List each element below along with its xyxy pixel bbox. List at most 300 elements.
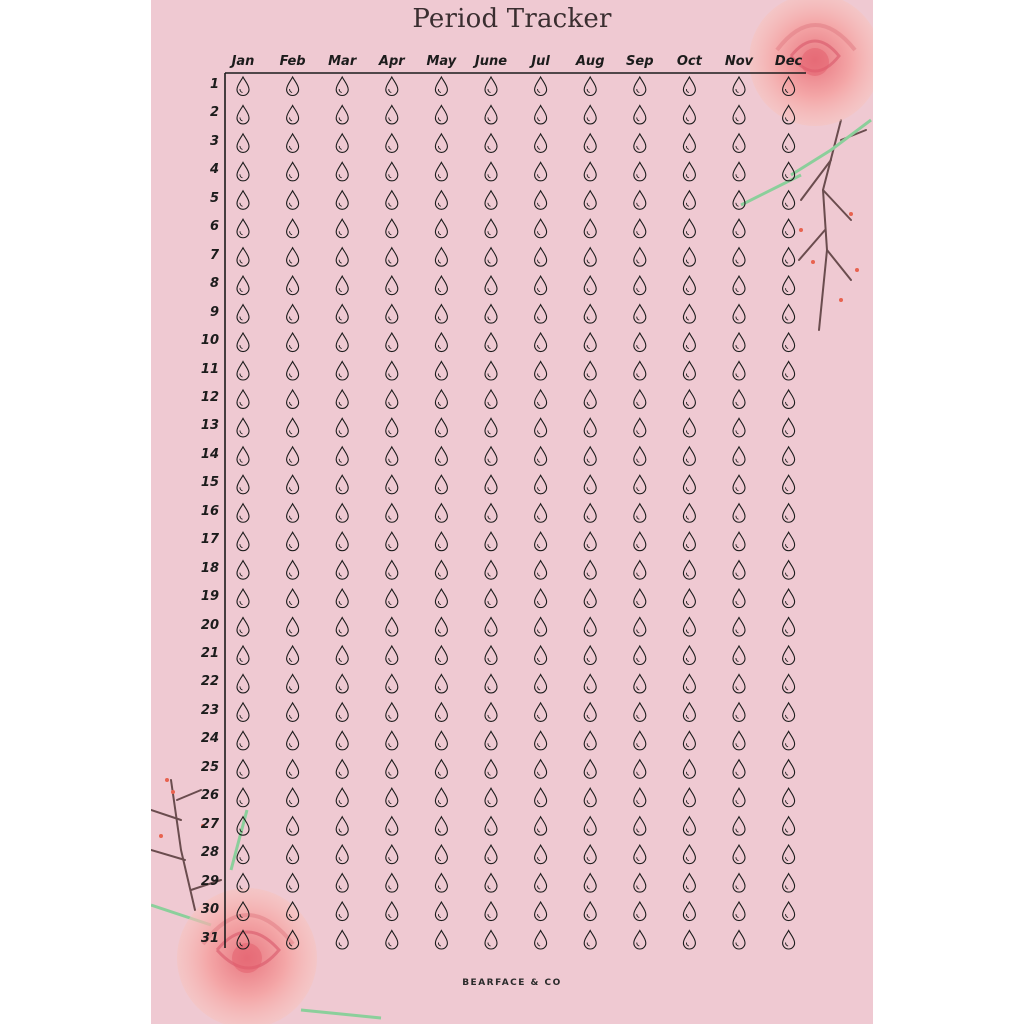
drop-icon[interactable] — [485, 447, 497, 466]
drop-icon[interactable] — [683, 874, 695, 893]
drop-icon[interactable] — [584, 618, 596, 637]
drop-icon[interactable] — [386, 817, 398, 836]
drop-icon[interactable] — [783, 418, 795, 437]
drop-icon[interactable] — [535, 105, 547, 124]
drop-icon[interactable] — [435, 390, 447, 409]
drop-icon[interactable] — [237, 532, 249, 551]
drop-icon[interactable] — [386, 674, 398, 693]
drop-icon[interactable] — [783, 390, 795, 409]
drop-icon[interactable] — [683, 475, 695, 494]
drop-icon[interactable] — [634, 333, 646, 352]
drop-icon[interactable] — [287, 646, 299, 665]
drop-icon[interactable] — [485, 931, 497, 950]
drop-icon[interactable] — [683, 561, 695, 580]
drop-icon[interactable] — [783, 475, 795, 494]
drop-icon[interactable] — [485, 219, 497, 238]
drop-icon[interactable] — [485, 362, 497, 381]
drop-icon[interactable] — [584, 276, 596, 295]
drop-icon[interactable] — [783, 362, 795, 381]
drop-icon[interactable] — [386, 561, 398, 580]
drop-icon[interactable] — [683, 902, 695, 921]
drop-icon[interactable] — [287, 305, 299, 324]
drop-icon[interactable] — [683, 191, 695, 210]
drop-icon[interactable] — [336, 418, 348, 437]
drop-icon[interactable] — [783, 618, 795, 637]
drop-icon[interactable] — [435, 333, 447, 352]
drop-icon[interactable] — [287, 333, 299, 352]
drop-icon[interactable] — [733, 561, 745, 580]
drop-icon[interactable] — [584, 845, 596, 864]
drop-icon[interactable] — [485, 134, 497, 153]
drop-icon[interactable] — [336, 504, 348, 523]
drop-icon[interactable] — [237, 817, 249, 836]
drop-icon[interactable] — [783, 589, 795, 608]
drop-icon[interactable] — [733, 931, 745, 950]
drop-icon[interactable] — [584, 504, 596, 523]
drop-icon[interactable] — [683, 817, 695, 836]
drop-icon[interactable] — [435, 418, 447, 437]
drop-icon[interactable] — [535, 561, 547, 580]
drop-icon[interactable] — [386, 618, 398, 637]
drop-icon[interactable] — [535, 817, 547, 836]
drop-icon[interactable] — [237, 703, 249, 722]
drop-icon[interactable] — [485, 788, 497, 807]
drop-icon[interactable] — [237, 731, 249, 750]
drop-icon[interactable] — [435, 532, 447, 551]
drop-icon[interactable] — [485, 618, 497, 637]
drop-icon[interactable] — [435, 674, 447, 693]
drop-icon[interactable] — [237, 447, 249, 466]
drop-icon[interactable] — [237, 845, 249, 864]
drop-icon[interactable] — [336, 646, 348, 665]
drop-icon[interactable] — [634, 561, 646, 580]
drop-icon[interactable] — [683, 618, 695, 637]
drop-icon[interactable] — [733, 362, 745, 381]
drop-icon[interactable] — [783, 219, 795, 238]
drop-icon[interactable] — [237, 874, 249, 893]
drop-icon[interactable] — [336, 931, 348, 950]
drop-icon[interactable] — [237, 105, 249, 124]
drop-icon[interactable] — [683, 532, 695, 551]
drop-icon[interactable] — [485, 674, 497, 693]
drop-icon[interactable] — [435, 902, 447, 921]
drop-icon[interactable] — [287, 475, 299, 494]
drop-icon[interactable] — [336, 674, 348, 693]
drop-icon[interactable] — [584, 731, 596, 750]
drop-icon[interactable] — [287, 276, 299, 295]
drop-icon[interactable] — [535, 931, 547, 950]
drop-icon[interactable] — [237, 902, 249, 921]
drop-icon[interactable] — [386, 760, 398, 779]
drop-icon[interactable] — [733, 134, 745, 153]
drop-icon[interactable] — [733, 191, 745, 210]
drop-icon[interactable] — [733, 845, 745, 864]
drop-icon[interactable] — [634, 305, 646, 324]
drop-icon[interactable] — [237, 390, 249, 409]
drop-icon[interactable] — [634, 931, 646, 950]
drop-icon[interactable] — [535, 134, 547, 153]
drop-icon[interactable] — [634, 532, 646, 551]
drop-icon[interactable] — [634, 760, 646, 779]
drop-icon[interactable] — [683, 931, 695, 950]
drop-icon[interactable] — [683, 845, 695, 864]
drop-icon[interactable] — [485, 646, 497, 665]
drop-icon[interactable] — [584, 902, 596, 921]
drop-icon[interactable] — [386, 532, 398, 551]
drop-icon[interactable] — [783, 333, 795, 352]
drop-icon[interactable] — [584, 788, 596, 807]
drop-icon[interactable] — [435, 191, 447, 210]
drop-icon[interactable] — [336, 902, 348, 921]
drop-icon[interactable] — [435, 703, 447, 722]
drop-icon[interactable] — [733, 731, 745, 750]
drop-icon[interactable] — [237, 931, 249, 950]
drop-icon[interactable] — [435, 731, 447, 750]
drop-icon[interactable] — [435, 589, 447, 608]
drop-icon[interactable] — [435, 248, 447, 267]
drop-icon[interactable] — [683, 362, 695, 381]
drop-icon[interactable] — [287, 674, 299, 693]
drop-icon[interactable] — [336, 817, 348, 836]
drop-icon[interactable] — [435, 305, 447, 324]
drop-icon[interactable] — [435, 845, 447, 864]
drop-icon[interactable] — [336, 731, 348, 750]
drop-icon[interactable] — [435, 162, 447, 181]
drop-icon[interactable] — [336, 845, 348, 864]
drop-icon[interactable] — [336, 134, 348, 153]
drop-icon[interactable] — [733, 674, 745, 693]
drop-icon[interactable] — [683, 760, 695, 779]
drop-icon[interactable] — [584, 561, 596, 580]
drop-icon[interactable] — [634, 788, 646, 807]
drop-icon[interactable] — [485, 532, 497, 551]
drop-icon[interactable] — [584, 77, 596, 96]
drop-icon[interactable] — [237, 618, 249, 637]
drop-icon[interactable] — [237, 760, 249, 779]
drop-icon[interactable] — [584, 475, 596, 494]
drop-icon[interactable] — [783, 874, 795, 893]
drop-icon[interactable] — [683, 77, 695, 96]
drop-icon[interactable] — [634, 248, 646, 267]
drop-icon[interactable] — [634, 589, 646, 608]
drop-icon[interactable] — [336, 333, 348, 352]
drop-icon[interactable] — [733, 760, 745, 779]
drop-icon[interactable] — [634, 703, 646, 722]
drop-icon[interactable] — [237, 248, 249, 267]
drop-icon[interactable] — [435, 874, 447, 893]
drop-icon[interactable] — [535, 418, 547, 437]
drop-icon[interactable] — [287, 589, 299, 608]
drop-icon[interactable] — [237, 362, 249, 381]
drop-icon[interactable] — [386, 333, 398, 352]
drop-icon[interactable] — [485, 874, 497, 893]
drop-icon[interactable] — [733, 77, 745, 96]
drop-icon[interactable] — [634, 105, 646, 124]
drop-icon[interactable] — [683, 646, 695, 665]
drop-icon[interactable] — [584, 162, 596, 181]
drop-icon[interactable] — [485, 817, 497, 836]
drop-icon[interactable] — [237, 788, 249, 807]
drop-icon[interactable] — [485, 305, 497, 324]
drop-icon[interactable] — [535, 390, 547, 409]
drop-icon[interactable] — [783, 447, 795, 466]
drop-icon[interactable] — [386, 191, 398, 210]
drop-icon[interactable] — [584, 333, 596, 352]
drop-icon[interactable] — [535, 504, 547, 523]
drop-icon[interactable] — [336, 77, 348, 96]
drop-icon[interactable] — [435, 646, 447, 665]
drop-icon[interactable] — [584, 362, 596, 381]
drop-icon[interactable] — [584, 817, 596, 836]
drop-icon[interactable] — [287, 532, 299, 551]
drop-icon[interactable] — [634, 162, 646, 181]
drop-icon[interactable] — [783, 931, 795, 950]
drop-icon[interactable] — [485, 276, 497, 295]
drop-icon[interactable] — [287, 418, 299, 437]
drop-icon[interactable] — [386, 703, 398, 722]
drop-icon[interactable] — [683, 276, 695, 295]
drop-icon[interactable] — [634, 219, 646, 238]
drop-icon[interactable] — [386, 447, 398, 466]
drop-icon[interactable] — [287, 77, 299, 96]
drop-icon[interactable] — [435, 447, 447, 466]
drop-icon[interactable] — [386, 874, 398, 893]
drop-icon[interactable] — [237, 475, 249, 494]
drop-icon[interactable] — [783, 703, 795, 722]
drop-icon[interactable] — [683, 219, 695, 238]
drop-icon[interactable] — [535, 77, 547, 96]
drop-icon[interactable] — [733, 618, 745, 637]
drop-icon[interactable] — [683, 305, 695, 324]
drop-icon[interactable] — [535, 788, 547, 807]
drop-icon[interactable] — [683, 788, 695, 807]
drop-icon[interactable] — [386, 731, 398, 750]
drop-icon[interactable] — [386, 646, 398, 665]
drop-icon[interactable] — [783, 191, 795, 210]
drop-icon[interactable] — [287, 731, 299, 750]
drop-icon[interactable] — [634, 618, 646, 637]
drop-icon[interactable] — [584, 931, 596, 950]
drop-icon[interactable] — [584, 532, 596, 551]
drop-icon[interactable] — [733, 333, 745, 352]
drop-icon[interactable] — [535, 305, 547, 324]
drop-icon[interactable] — [287, 845, 299, 864]
drop-icon[interactable] — [683, 674, 695, 693]
drop-icon[interactable] — [287, 162, 299, 181]
drop-icon[interactable] — [733, 817, 745, 836]
drop-icon[interactable] — [733, 162, 745, 181]
drop-icon[interactable] — [733, 219, 745, 238]
drop-icon[interactable] — [336, 788, 348, 807]
drop-icon[interactable] — [237, 77, 249, 96]
drop-icon[interactable] — [584, 589, 596, 608]
drop-icon[interactable] — [336, 276, 348, 295]
drop-icon[interactable] — [485, 760, 497, 779]
drop-icon[interactable] — [634, 418, 646, 437]
drop-icon[interactable] — [535, 475, 547, 494]
drop-icon[interactable] — [535, 362, 547, 381]
drop-icon[interactable] — [783, 162, 795, 181]
drop-icon[interactable] — [733, 589, 745, 608]
drop-icon[interactable] — [535, 845, 547, 864]
drop-icon[interactable] — [485, 418, 497, 437]
drop-icon[interactable] — [336, 618, 348, 637]
drop-icon[interactable] — [287, 191, 299, 210]
drop-icon[interactable] — [386, 418, 398, 437]
drop-icon[interactable] — [535, 618, 547, 637]
drop-icon[interactable] — [386, 788, 398, 807]
drop-icon[interactable] — [634, 447, 646, 466]
drop-icon[interactable] — [634, 902, 646, 921]
drop-icon[interactable] — [783, 760, 795, 779]
drop-icon[interactable] — [733, 390, 745, 409]
drop-icon[interactable] — [683, 703, 695, 722]
drop-icon[interactable] — [535, 162, 547, 181]
drop-icon[interactable] — [287, 561, 299, 580]
drop-icon[interactable] — [683, 418, 695, 437]
drop-icon[interactable] — [733, 447, 745, 466]
drop-icon[interactable] — [733, 418, 745, 437]
drop-icon[interactable] — [535, 248, 547, 267]
drop-icon[interactable] — [783, 902, 795, 921]
drop-icon[interactable] — [386, 902, 398, 921]
drop-icon[interactable] — [386, 77, 398, 96]
drop-icon[interactable] — [683, 731, 695, 750]
drop-icon[interactable] — [634, 77, 646, 96]
drop-icon[interactable] — [535, 191, 547, 210]
drop-icon[interactable] — [336, 703, 348, 722]
drop-icon[interactable] — [386, 105, 398, 124]
drop-icon[interactable] — [683, 105, 695, 124]
drop-icon[interactable] — [485, 703, 497, 722]
drop-icon[interactable] — [435, 504, 447, 523]
drop-icon[interactable] — [783, 77, 795, 96]
drop-icon[interactable] — [435, 561, 447, 580]
drop-icon[interactable] — [584, 703, 596, 722]
drop-icon[interactable] — [237, 219, 249, 238]
drop-icon[interactable] — [435, 931, 447, 950]
drop-icon[interactable] — [733, 475, 745, 494]
drop-icon[interactable] — [634, 191, 646, 210]
drop-icon[interactable] — [287, 931, 299, 950]
drop-icon[interactable] — [386, 390, 398, 409]
drop-icon[interactable] — [535, 589, 547, 608]
drop-icon[interactable] — [435, 276, 447, 295]
drop-icon[interactable] — [287, 447, 299, 466]
drop-icon[interactable] — [634, 731, 646, 750]
drop-icon[interactable] — [386, 845, 398, 864]
drop-icon[interactable] — [237, 276, 249, 295]
drop-icon[interactable] — [584, 305, 596, 324]
drop-icon[interactable] — [287, 134, 299, 153]
drop-icon[interactable] — [287, 817, 299, 836]
drop-icon[interactable] — [386, 931, 398, 950]
drop-icon[interactable] — [485, 561, 497, 580]
drop-icon[interactable] — [683, 504, 695, 523]
drop-icon[interactable] — [783, 674, 795, 693]
drop-icon[interactable] — [783, 134, 795, 153]
drop-icon[interactable] — [683, 162, 695, 181]
drop-icon[interactable] — [336, 447, 348, 466]
drop-icon[interactable] — [386, 589, 398, 608]
drop-icon[interactable] — [634, 646, 646, 665]
drop-icon[interactable] — [287, 248, 299, 267]
drop-icon[interactable] — [435, 105, 447, 124]
drop-icon[interactable] — [386, 504, 398, 523]
drop-icon[interactable] — [287, 703, 299, 722]
drop-icon[interactable] — [733, 276, 745, 295]
drop-icon[interactable] — [287, 362, 299, 381]
drop-icon[interactable] — [584, 105, 596, 124]
drop-icon[interactable] — [386, 362, 398, 381]
drop-icon[interactable] — [783, 504, 795, 523]
drop-icon[interactable] — [733, 703, 745, 722]
drop-icon[interactable] — [435, 362, 447, 381]
drop-icon[interactable] — [783, 731, 795, 750]
drop-icon[interactable] — [287, 874, 299, 893]
drop-icon[interactable] — [584, 418, 596, 437]
drop-icon[interactable] — [435, 219, 447, 238]
drop-icon[interactable] — [535, 874, 547, 893]
drop-icon[interactable] — [485, 191, 497, 210]
drop-icon[interactable] — [237, 134, 249, 153]
drop-icon[interactable] — [435, 134, 447, 153]
drop-icon[interactable] — [485, 731, 497, 750]
drop-icon[interactable] — [336, 475, 348, 494]
drop-icon[interactable] — [485, 390, 497, 409]
drop-icon[interactable] — [584, 674, 596, 693]
drop-icon[interactable] — [287, 618, 299, 637]
drop-icon[interactable] — [535, 902, 547, 921]
drop-icon[interactable] — [435, 817, 447, 836]
drop-icon[interactable] — [783, 105, 795, 124]
drop-icon[interactable] — [485, 333, 497, 352]
drop-icon[interactable] — [535, 447, 547, 466]
drop-icon[interactable] — [485, 248, 497, 267]
drop-icon[interactable] — [287, 105, 299, 124]
drop-icon[interactable] — [733, 504, 745, 523]
drop-icon[interactable] — [386, 219, 398, 238]
drop-icon[interactable] — [634, 504, 646, 523]
drop-icon[interactable] — [336, 760, 348, 779]
drop-icon[interactable] — [634, 276, 646, 295]
drop-icon[interactable] — [237, 333, 249, 352]
drop-icon[interactable] — [237, 589, 249, 608]
drop-icon[interactable] — [287, 219, 299, 238]
drop-icon[interactable] — [336, 105, 348, 124]
drop-icon[interactable] — [386, 134, 398, 153]
drop-icon[interactable] — [634, 845, 646, 864]
drop-icon[interactable] — [287, 390, 299, 409]
drop-icon[interactable] — [336, 589, 348, 608]
drop-icon[interactable] — [386, 305, 398, 324]
drop-icon[interactable] — [683, 134, 695, 153]
drop-icon[interactable] — [783, 561, 795, 580]
drop-icon[interactable] — [237, 674, 249, 693]
drop-icon[interactable] — [733, 532, 745, 551]
drop-icon[interactable] — [386, 162, 398, 181]
drop-icon[interactable] — [733, 788, 745, 807]
drop-icon[interactable] — [535, 333, 547, 352]
drop-icon[interactable] — [237, 162, 249, 181]
drop-icon[interactable] — [237, 191, 249, 210]
drop-icon[interactable] — [783, 276, 795, 295]
drop-icon[interactable] — [287, 760, 299, 779]
drop-icon[interactable] — [683, 333, 695, 352]
drop-icon[interactable] — [584, 760, 596, 779]
drop-icon[interactable] — [336, 248, 348, 267]
drop-icon[interactable] — [634, 674, 646, 693]
